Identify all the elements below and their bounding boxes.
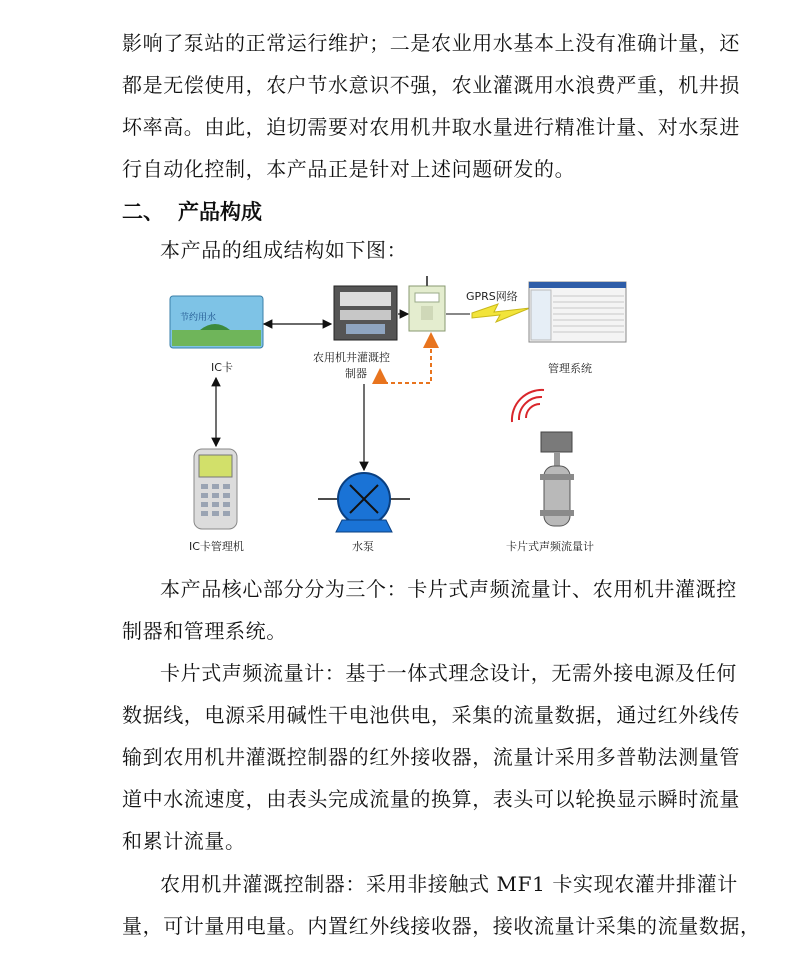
handheld-terminal-image	[194, 449, 237, 529]
flowmeter-image	[540, 432, 574, 526]
controller-image	[334, 286, 397, 340]
system-diagram	[0, 260, 800, 560]
paragraph-line: 行自动化控制，本产品正是针对上述问题研发的。	[122, 157, 576, 181]
paragraph-line: 影响了泵站的正常运行维护；二是农业用水基本上没有准确计量，还	[122, 31, 740, 55]
paragraph-line: 都是无偿使用，农户节水意识不强，农业灌溉用水浪费严重，机井损	[122, 73, 740, 97]
paragraph-line: 数据线，电源采用碱性干电池供电，采集的流量数据，通过红外线传	[122, 703, 740, 727]
management-label: 管理系统	[548, 362, 592, 375]
ic-card-image	[170, 296, 263, 348]
diagram-intro: 本产品的组成结构如下图：	[160, 238, 408, 262]
handheld-label: IC卡管理机	[189, 540, 244, 553]
paragraph-line: 坏率高。由此，迫切需要对农用机井取水量进行精准计量、对水泵进	[122, 115, 740, 139]
paragraph-line: 制器和管理系统。	[122, 619, 287, 643]
pump-icon	[318, 473, 410, 532]
signal-icon	[512, 390, 544, 422]
gprs-module-image	[409, 276, 445, 331]
management-window-image	[529, 282, 626, 342]
section-heading	[122, 196, 262, 226]
pump-label: 水泵	[352, 540, 374, 553]
paragraph-line: 本产品核心部分分为三个：卡片式声频流量计、农用机井灌溉控	[160, 577, 737, 601]
controller-label: 农用机井灌溉控	[313, 351, 390, 364]
controller-label: 制器	[345, 367, 367, 380]
paragraph-line: 输到农用机井灌溉控制器的红外接收器，流量计采用多普勒法测量管	[122, 745, 740, 769]
section-title: 产品构成	[178, 200, 262, 224]
section-number: 二、	[122, 200, 164, 224]
paragraph-line: 道中水流速度，由表头完成流量的换算，表头可以轮换显示瞬时流量	[122, 787, 740, 811]
paragraph-line: 卡片式声频流量计：基于一体式理念设计，无需外接电源及任何	[160, 661, 737, 685]
ic-card-text: 节约用水	[180, 313, 217, 323]
ic-card-label: IC卡	[211, 361, 233, 374]
lightning-icon	[472, 304, 530, 322]
flowmeter-label: 卡片式声频流量计	[506, 540, 594, 553]
gprs-label: GPRS网络	[466, 290, 518, 303]
paragraph-line: 和累计流量。	[122, 829, 246, 853]
paragraph-line: 农用机井灌溉控制器：采用非接触式 MF1 卡实现农灌井排灌计	[160, 872, 738, 896]
paragraph-line: 量，可计量用电量。内置红外线接收器，接收流量计采集的流量数据，	[122, 914, 761, 938]
